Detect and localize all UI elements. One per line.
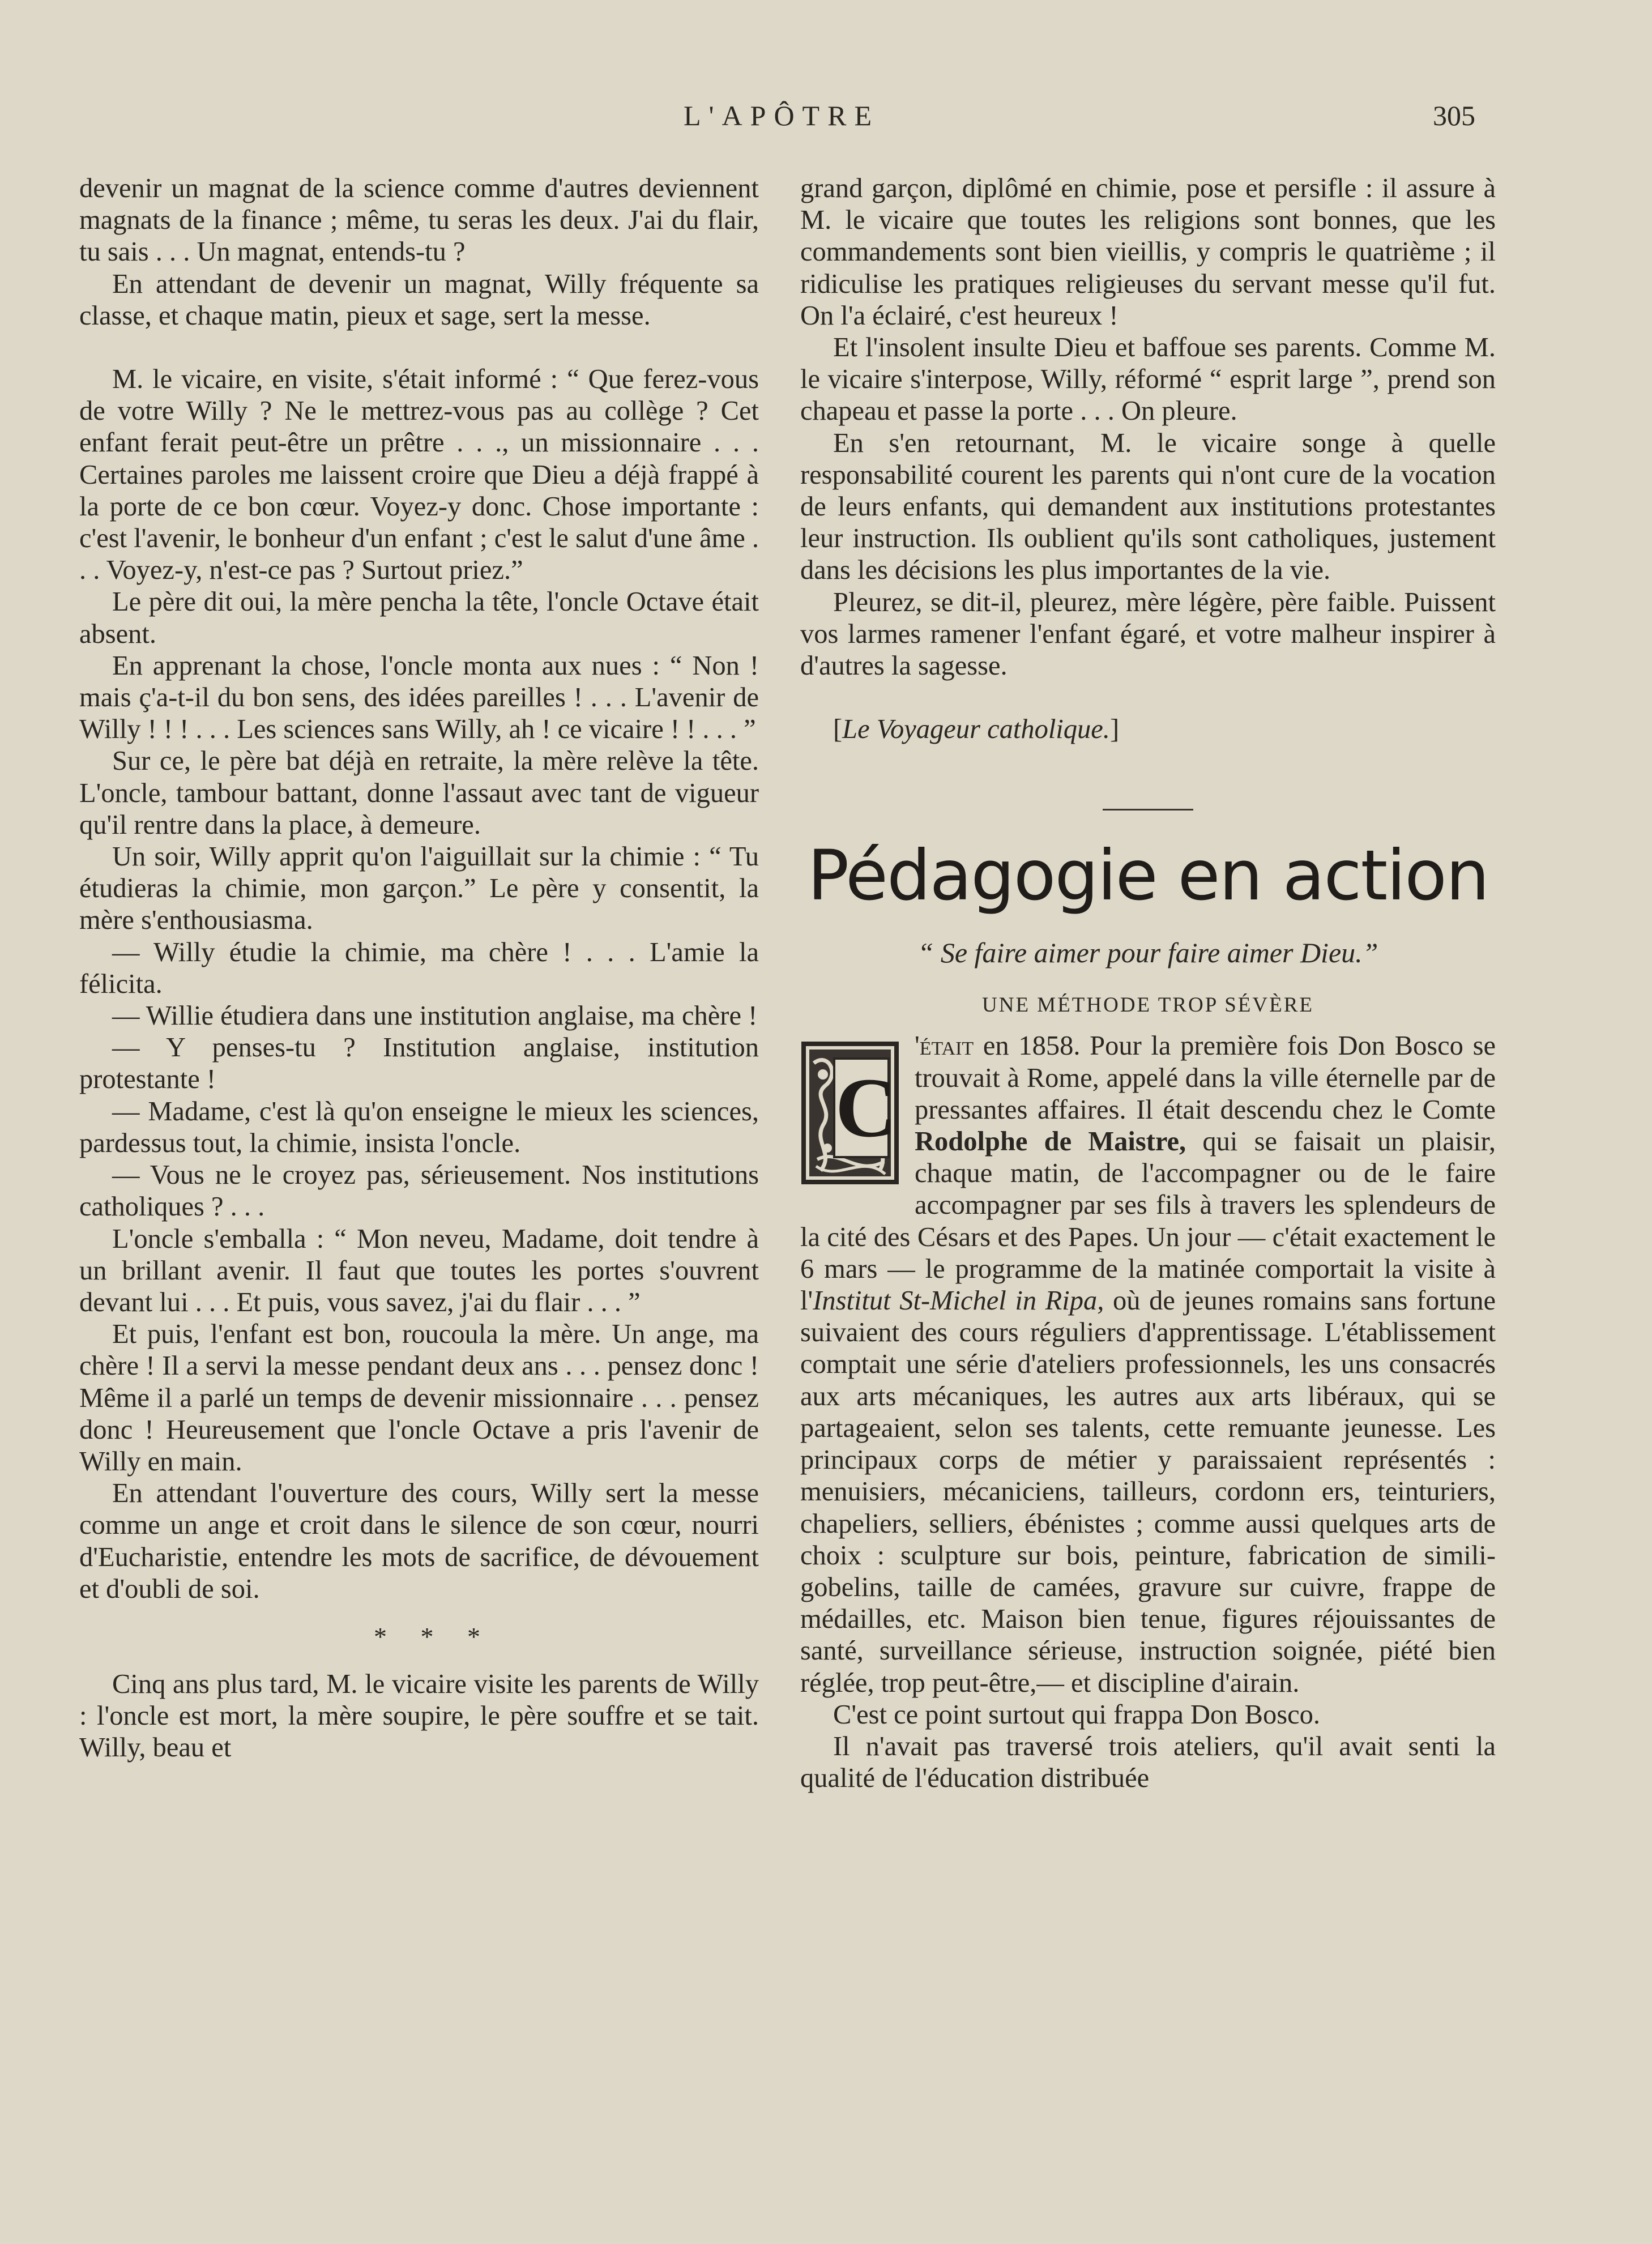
text-run-bold: Rodolphe de Maistre, — [915, 1127, 1186, 1157]
paragraph: grand garçon, diplômé en chimie, pose et persifle : il assure à M. le vicaire que toutes les religions sont bonnes, que les commandements sont bien vieillis, y compris le quatrième ; il ridiculise les pratiques religieuses du servant messe qu'il fut. On l'a éclairé, c'est heureux ! — [800, 173, 1496, 331]
paragraph: — Y penses-tu ? Institution anglaise, institution protestante ! — [79, 1033, 759, 1095]
paragraph: En attendant l'ouverture des cours, Willy sert la messe comme un ange et croit dans le silence de son cœur, nourri d'Eucharistie, entendre les mots de sacrifice, de dévouement et d'oubli de soi. — [79, 1478, 759, 1604]
paragraph: En s'en retournant, M. le vicaire songe à quelle responsabilité courent les parents qui n'ont cure de la vocation de leurs enfants, qui demandent aux institutions protestantes leur instruction. Ils oublient qu'ils sont catholiques, justement dans les décisions les plus importantes de la vie. — [800, 428, 1496, 586]
article-paragraph — [800, 1030, 1496, 1699]
source-close: ] — [1109, 714, 1120, 745]
dropcap-ornament — [800, 1040, 900, 1185]
paragraph: Un soir, Willy apprit qu'on l'aiguillait sur la chimie : “ Tu étudieras la chimie, mon garçon.” Le père y consentit, la mère s'enthousiasma. — [79, 842, 759, 936]
running-head — [0, 99, 1652, 144]
paragraph: Cinq ans plus tard, M. le vicaire visite les parents de Willy : l'oncle est mort, la mère soupire, le père souffre et se tait. Willy, beau et — [79, 1669, 759, 1763]
separator-text: * * * — [374, 1622, 494, 1651]
paragraph: L'oncle s'emballa : “ Mon neveu, Madame, doit tendre à un brillant avenir. Il faut que toutes les portes s'ouvrent devant lui . . . Et puis, vous savez, j'ai du flair . . . ” — [79, 1223, 759, 1317]
article-paragraph: C'est ce point surtout qui frappa Don Bosco. — [833, 1699, 1321, 1730]
text-run: où de jeunes romains sans fortune suivaient des cours réguliers d'apprentissage. L'établissement comptait une série d'ateliers professionnels, les uns consacrés aux arts mécaniques, les autres aux arts libéraux, qui se partageaient, selon ses talents, cette remuante jeunesse. Les principaux corps de métier y paraissaient représentés : menuisiers, mécaniciens, tailleurs, cordonn ers, teinturiers, chapeliers, selliers, ébénistes ; comme aussi quelques arts de choix : sculpture sur bois, peinture, fabrication de simili-gobelins, taille de camées, gravure sur cuivre, frappe de médailles, etc. Maison bien tenue, figures réjouissantes de santé, surveillance sérieuse, instruction soignée, piété bien réglée, trop peut-être,— et discipline d'airain. — [800, 1286, 1496, 1698]
paragraph: — Vous ne le croyez pas, sérieusement. Nos institutions catholiques ? . . . — [79, 1160, 759, 1222]
paragraph: Sur ce, le père bat déjà en retraite, la mère relève la tête. L'oncle, tambour battant, donne l'assaut avec tant de vigueur qu'il rentre dans la place, à demeure. — [79, 746, 759, 840]
paragraph: Et l'insolent insulte Dieu et baffoue ses parents. Comme M. le vicaire s'interpose, Willy, réformé “ esprit large ”, prend son chapeau et passe la porte . . . On pleure. — [800, 332, 1496, 426]
divider-rule — [1103, 809, 1193, 810]
right-column — [800, 173, 1496, 1794]
paragraph: — Willy étudie la chimie, ma chère ! . . . L'amie la félicita. — [79, 937, 759, 999]
paragraph: Le père dit oui, la mère pencha la tête, l'oncle Octave était absent. — [79, 587, 759, 649]
running-title: L'APÔTRE — [683, 100, 880, 131]
paragraph: En apprenant la chose, l'oncle monta aux nues : “ Non ! mais ç'a-t-il du bon sens, des idées pareilles ! . . . L'avenir de Willy ! ! ! . . . Les sciences sans Willy, ah ! ce vicaire ! ! . . . ” — [79, 650, 759, 745]
source-open: [ — [833, 714, 843, 745]
paragraph: — Willie étudiera dans une institution anglaise, ma chère ! — [112, 1001, 758, 1031]
paragraph: En attendant de devenir un magnat, Willy fréquente sa classe, et chaque matin, pieux et sage, sert la messe. — [79, 268, 759, 331]
text-run: qui se faisait un plaisir, chaque matin, de l'accompagner ou de le faire accompagner par ses fils à travers les splendeurs de la cité des Césars et des Papes. Un jour — c'était exactement le 6 mars — le programme de la matinée comportait la visite à l' — [800, 1127, 1496, 1316]
paragraph: — Madame, c'est là qu'on enseigne le mieux les sciences, pardessus tout, la chimie, insista l'oncle. — [79, 1096, 759, 1158]
epigraph: “ Se faire aimer pour faire aimer Dieu.” — [917, 937, 1378, 969]
left-column — [79, 173, 759, 1764]
paragraph: Pleurez, se dit-il, pleurez, mère légère, père faible. Puissent vos larmes ramener l'enfant égaré, et votre malheur inspirer à d'autres la sagesse. — [800, 587, 1496, 681]
first-word: 'était — [915, 1031, 974, 1061]
dropcap-letter: C — [833, 1057, 890, 1158]
paragraph-gap — [79, 332, 759, 364]
text-run-italic: Institut St-Michel in Ripa, — [813, 1286, 1104, 1316]
source-citation — [800, 714, 1496, 745]
page-number: 305 — [1433, 100, 1475, 131]
paragraph: Et puis, l'enfant est bon, roucoula la mère. Un ange, ma chère ! Il a servi la messe pendant deux ans . . . pensez donc ! Même il a parlé un temps de devenir missionnaire . . . pensez donc ! Heureusement que l'oncle Octave a pris l'avenir de Willy en main. — [79, 1319, 759, 1477]
subheading: UNE MÉTHODE TROP SÉVÈRE — [982, 993, 1314, 1017]
text-run: en 1858. Pour la première fois Don Bosco se trouvait à Rome, appelé dans la ville éternelle par de pressantes affaires. Il était descendu chez le Comte — [915, 1031, 1496, 1125]
section-separator — [79, 1605, 759, 1669]
article-paragraph: Il n'avait pas traversé trois ateliers, qu'il avait senti la qualité de l'éducation distribuée — [800, 1731, 1496, 1794]
source-name: Le Voyageur catholique. — [842, 714, 1110, 745]
paragraph: M. le vicaire, en visite, s'était informé : “ Que ferez-vous de votre Willy ? Ne le mettrez-vous pas au collège ? Cet enfant ferait peut-être un prêtre . . ., un missionnaire . . . Certaines paroles me laissent croire que Dieu a déjà frappé à la porte de ce bon cœur. Voyez-y donc. Chose importante : c'est l'avenir, le bonheur d'un enfant ; c'est le salut d'une âme . . . Voyez-y, n'est-ce pas ? Surtout priez.” — [79, 364, 759, 586]
paragraph: devenir un magnat de la science comme d'autres deviennent magnats de la finance ; même, tu seras les deux. J'ai du flair, tu sais . . . Un magnat, entends-tu ? — [79, 173, 759, 267]
article-title: Pédagogie en action — [807, 835, 1489, 916]
